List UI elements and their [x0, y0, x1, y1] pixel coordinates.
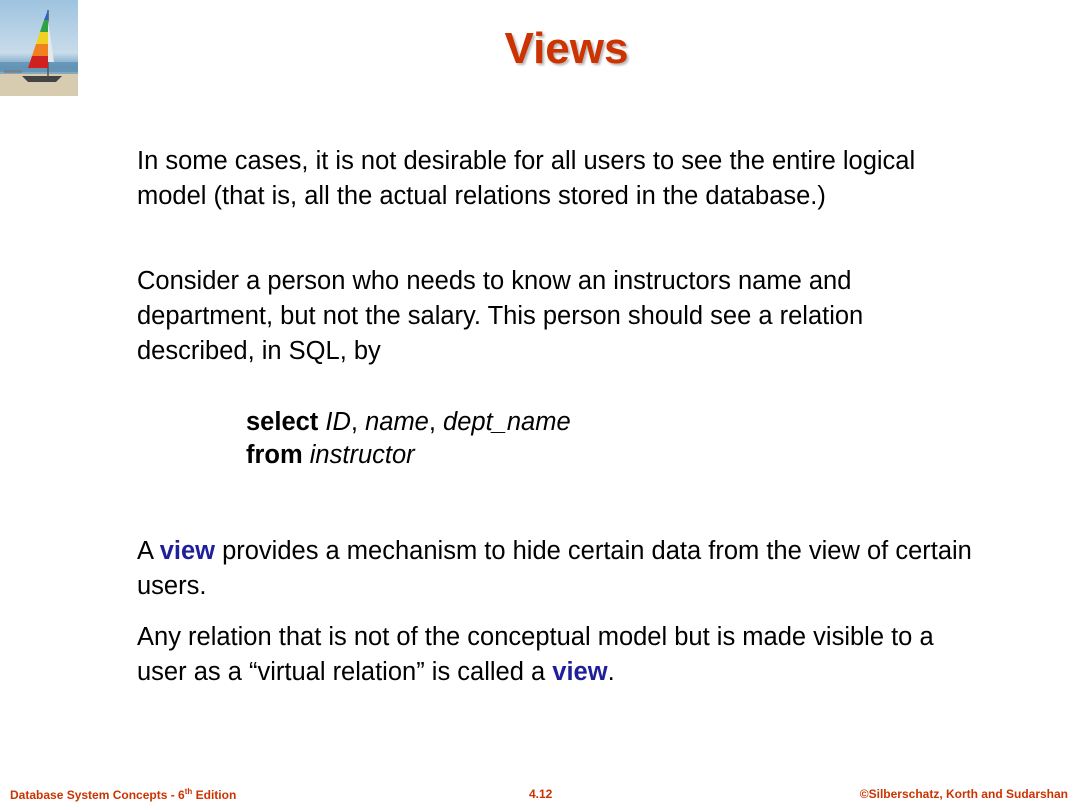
- sql-query-block: [246, 406, 846, 472]
- paragraph-consider-person: Consider a person who needs to know an instructors name and department, but not the salary. This person should see a relation described, in SQL, by: [137, 267, 864, 365]
- sql-column-dept-name: dept_name: [443, 408, 571, 436]
- sql-from-keyword: from: [246, 441, 303, 469]
- paragraph-logical-model: In some cases, it is not desirable for all users to see the entire logical model (that is, all the actual relations stored in the database.): [137, 147, 916, 210]
- footer-copyright: ©Silberschatz, Korth and Sudarshan: [859, 787, 1068, 801]
- paragraph-view-mechanism: A view provides a mechanism to hide certain data from the view of certain users.: [137, 537, 972, 600]
- sql-column-name: name: [365, 408, 429, 436]
- footer-page-number: 4.12: [529, 787, 553, 801]
- sql-from-line: [246, 439, 846, 472]
- sql-select-line: select ID, name, dept_name: [246, 408, 571, 436]
- sql-table-instructor: instructor: [309, 441, 415, 469]
- slide-title: Views: [504, 24, 629, 73]
- sql-select-keyword: select: [246, 408, 319, 436]
- view-keyword: view: [552, 658, 608, 686]
- sql-column-id: ID: [325, 408, 351, 436]
- footer-book-title: Database System Concepts - 6th Edition: [10, 787, 237, 802]
- paragraph-virtual-relation: Any relation that is not of the conceptual model but is made visible to a user as a “virtual relation” is called a view.: [137, 623, 934, 686]
- view-keyword: view: [159, 537, 215, 565]
